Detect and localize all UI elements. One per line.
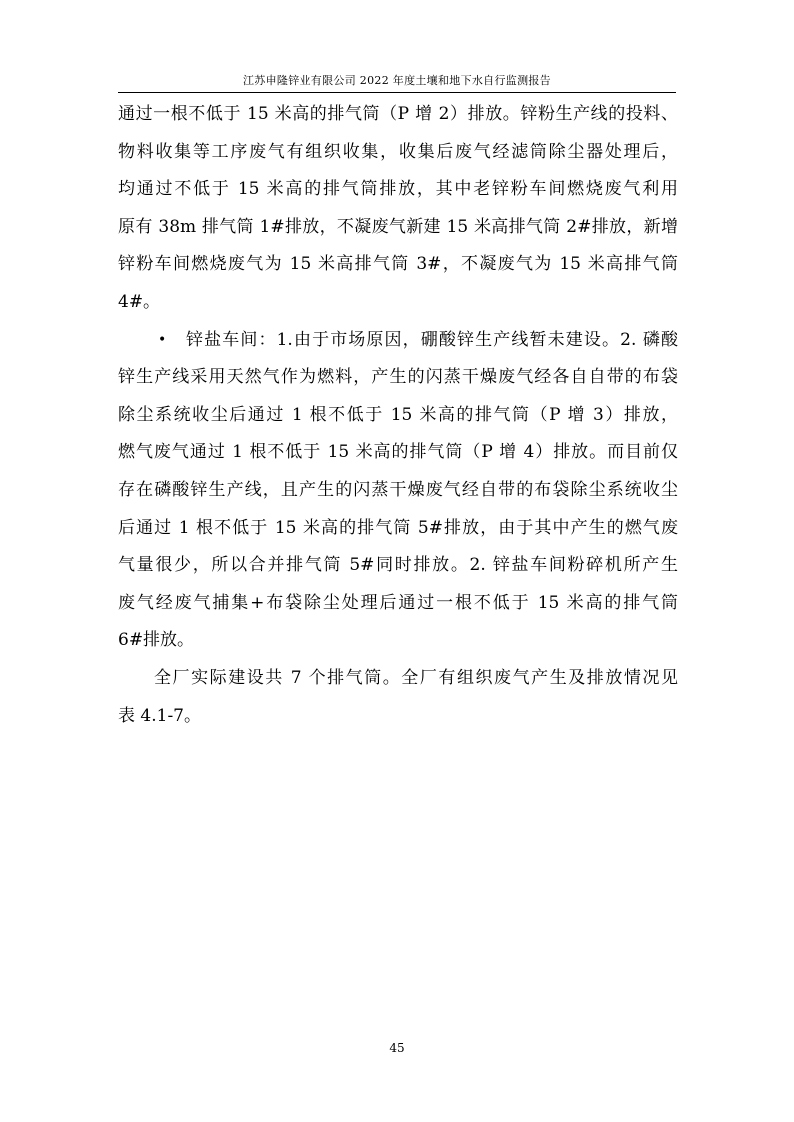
- bullet-icon: •: [158, 331, 167, 348]
- text-line: 锌生产线采用天然气作为燃料，产生的闪蒸干燥废气经各自自带的布袋: [118, 367, 678, 388]
- text-line: 气量很少，所以合并排气筒 5#同时排放。2. 锌盐车间粉碎机所产生: [118, 555, 678, 576]
- text-line: 6#排放。: [118, 630, 195, 651]
- text-line: 通过一根不低于 15 米高的排气筒（P 增 2）排放。锌粉生产线的投料、: [118, 104, 678, 124]
- header-rule: [118, 92, 676, 93]
- page-header: 江苏申隆锌业有限公司 2022 年度土壤和地下水自行监测报告: [243, 74, 551, 87]
- text-line: 表 4.1-7。: [118, 705, 201, 726]
- text-line: 4#。: [118, 291, 161, 312]
- text-line: 锌粉车间燃烧废气为 15 米高排气筒 3#，不凝废气为 15 米高排气筒: [118, 254, 678, 275]
- text-line: 后通过 1 根不低于 15 米高的排气筒 5#排放，由于其中产生的燃气废: [118, 517, 678, 538]
- text-line: 原有 38m 排气筒 1#排放，不凝废气新建 15 米高排气筒 2#排放，新增: [118, 216, 678, 237]
- text-line: 存在磷酸锌生产线，且产生的闪蒸干燥废气经自带的布袋除尘系统收尘: [118, 479, 678, 500]
- bullet-line: [118, 322, 678, 360]
- paragraph-1: [118, 96, 678, 322]
- paragraph-2: [118, 322, 678, 660]
- paragraph-3: [118, 660, 678, 735]
- document-body: [118, 96, 678, 735]
- text-line: 锌盐车间：1.由于市场原因，硼酸锌生产线暂未建设。2. 磷酸: [186, 329, 678, 350]
- text-line: 除尘系统收尘后通过 1 根不低于 15 米高的排气筒（P 增 3）排放，: [118, 404, 678, 425]
- text-line: 均通过不低于 15 米高的排气筒排放，其中老锌粉车间燃烧废气利用: [118, 179, 678, 200]
- text-line: 燃气废气通过 1 根不低于 15 米高的排气筒（P 增 4）排放。而目前仅: [118, 442, 678, 463]
- text-line: 废气经废气捕集+布袋除尘处理后通过一根不低于 15 米高的排气筒: [118, 592, 678, 613]
- text-line: 物料收集等工序废气有组织收集，收集后废气经滤筒除尘器处理后，: [118, 141, 678, 162]
- text-line: 全厂实际建设共 7 个排气筒。全厂有组织废气产生及排放情况见: [154, 667, 678, 688]
- page-number: 45: [389, 1041, 405, 1055]
